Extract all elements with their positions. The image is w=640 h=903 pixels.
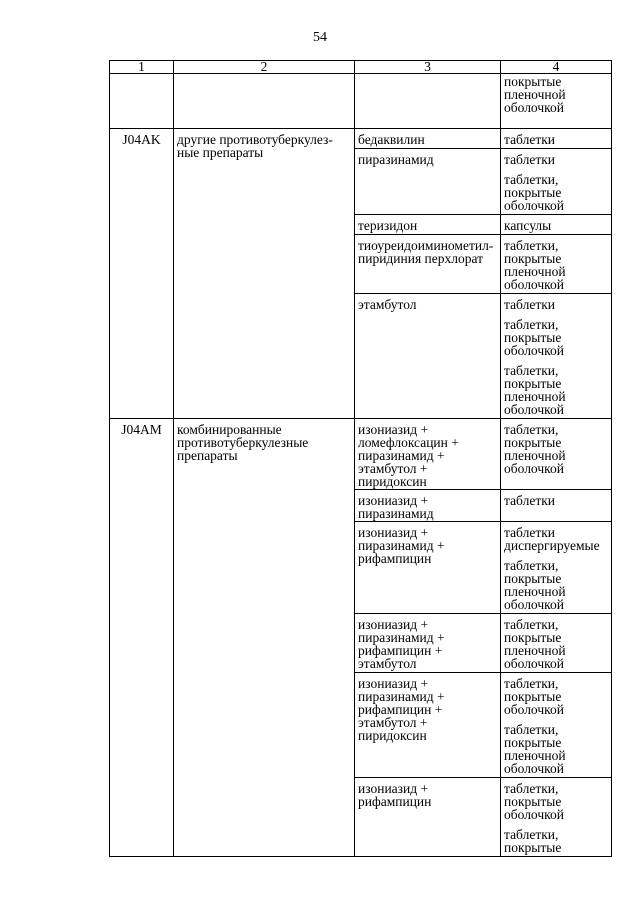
dosage-forms-cell — [501, 74, 612, 129]
dosage-form: таблетки, покрытые пленочной оболочкой — [504, 558, 566, 612]
header-col-4: 4 — [501, 61, 612, 74]
drug-name: изониазид + ломефлоксацин + пиразинамид + этамбутол + пиридоксин — [355, 419, 501, 490]
header-col-2: 2 — [174, 61, 355, 74]
dosage-form: таблетки — [504, 152, 556, 167]
dosage-form: таблетки, покрытые оболочкой — [504, 317, 564, 358]
atc-code: J04AK — [110, 129, 174, 419]
drug-name: изониазид + рифампицин — [355, 778, 501, 857]
dosage-forms-cell — [501, 215, 612, 235]
drug-name-cell — [355, 74, 501, 129]
dosage-form: таблетки, покрытые оболочкой — [504, 172, 564, 213]
drug-name: тиоуреидоиминометил- пиридиния перхлорат — [355, 235, 501, 294]
dosage-forms-cell — [501, 235, 612, 294]
drug-name: этамбутол — [355, 294, 501, 419]
drug-name: изониазид + пиразинамид + рифампицин — [355, 522, 501, 614]
drug-name: изониазид + пиразинамид + рифампицин + этамбутол + пиридоксин — [355, 673, 501, 778]
dosage-form: таблетки, покрытые оболочкой — [504, 781, 564, 822]
table-row — [110, 129, 612, 149]
dosage-forms-cell — [501, 129, 612, 149]
dosage-form: таблетки, покрытые пленочной оболочкой — [504, 422, 566, 476]
dosage-form: таблетки, покрытые пленочной оболочкой — [504, 363, 566, 417]
dosage-form: таблетки, покрытые — [504, 827, 562, 855]
drug-name: бедаквилин — [355, 129, 501, 149]
dosage-forms-cell — [501, 294, 612, 419]
dosage-form: таблетки, покрытые пленочной оболочкой — [504, 617, 566, 671]
drug-name: изониазид + пиразинамид + рифампицин + этамбутол — [355, 614, 501, 673]
atc-code: J04AM — [110, 419, 174, 857]
dosage-form: капсулы — [504, 218, 552, 233]
dosage-form: таблетки — [504, 132, 556, 147]
dosage-form: таблетки диспергируемые — [504, 525, 600, 553]
dosage-forms-cell — [501, 522, 612, 614]
continuation-row — [110, 74, 612, 129]
header-col-3: 3 — [355, 61, 501, 74]
table-row — [110, 419, 612, 490]
dosage-form: таблетки, покрытые пленочной оболочкой — [504, 238, 566, 292]
group-name: комбинированные противотуберкулезные препараты — [174, 419, 355, 857]
drug-table — [109, 60, 612, 857]
drug-name: теризидон — [355, 215, 501, 235]
code-cell — [110, 74, 174, 129]
header-col-1: 1 — [110, 61, 174, 74]
drug-name: изониазид + пиразинамид — [355, 490, 501, 522]
dosage-form: таблетки — [504, 493, 556, 508]
dosage-forms-cell — [501, 419, 612, 490]
dosage-forms-cell — [501, 673, 612, 778]
drug-name: пиразинамид — [355, 149, 501, 215]
dosage-form: таблетки — [504, 297, 556, 312]
dosage-forms-cell — [501, 778, 612, 857]
dosage-form: таблетки, покрытые оболочкой — [504, 676, 564, 717]
dosage-form: покрытые пленочной оболочкой — [504, 74, 566, 115]
group-name-cell — [174, 74, 355, 129]
dosage-forms-cell — [501, 149, 612, 215]
dosage-forms-cell — [501, 614, 612, 673]
group-name: другие противотуберкулез- ные препараты — [174, 129, 355, 419]
dosage-form: таблетки, покрытые пленочной оболочкой — [504, 722, 566, 776]
dosage-forms-cell — [501, 490, 612, 522]
header-row — [110, 61, 612, 74]
page-number: 54 — [313, 30, 327, 45]
